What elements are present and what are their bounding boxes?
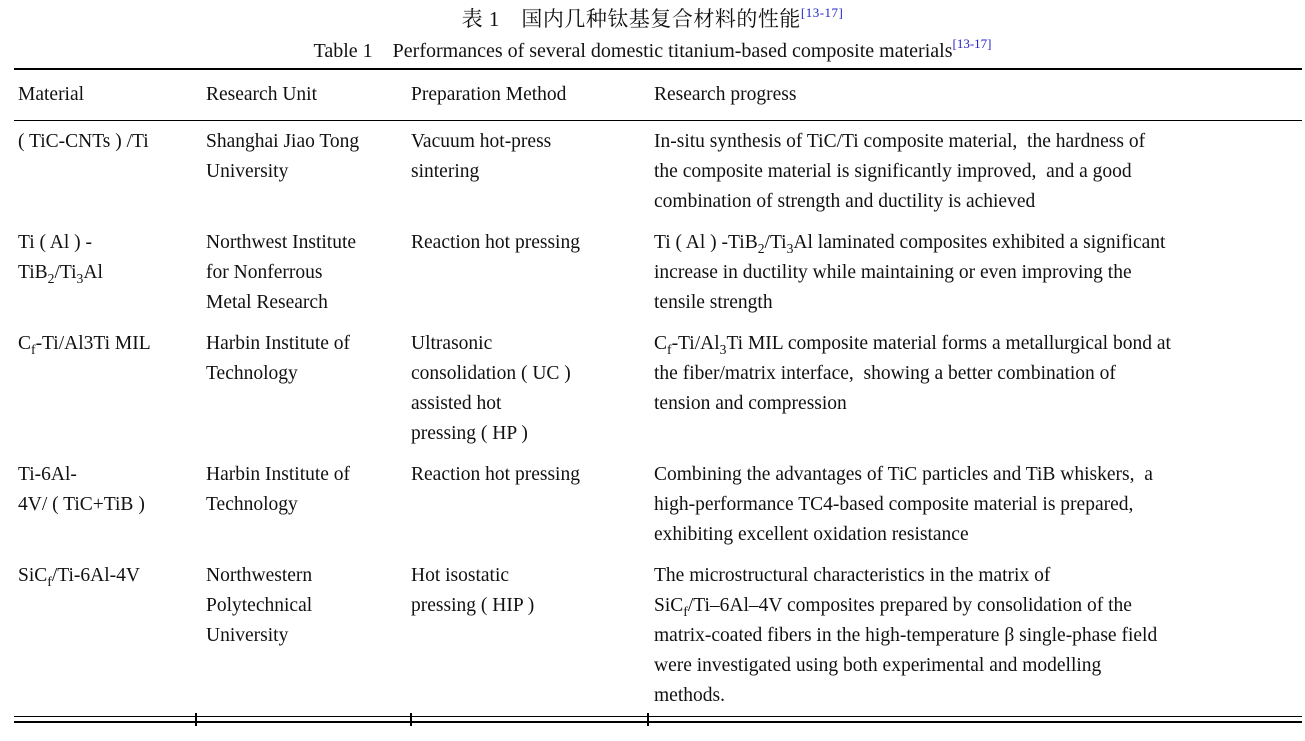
header-row <box>14 69 1302 121</box>
caption-english-label: Table 1 <box>313 40 373 62</box>
citation-superscript-zh: [13-17] <box>800 5 844 20</box>
caption-english <box>0 34 1305 68</box>
column-divider-tick <box>195 713 197 726</box>
caption-chinese <box>0 4 1305 34</box>
header-research-progress: Research progress <box>654 84 797 105</box>
caption-chinese-title: 国内几种钛基复合材料的性能 <box>521 7 801 31</box>
materials-table <box>14 68 1302 716</box>
cell-research-unit: Northwestern Polytechnical University <box>206 565 313 646</box>
cell-research-progress: Ti ( Al ) $-TiB_2/Ti_3Al$ laminated composites exhibited a significant increase in ductility while maintaining or even improving the tensile strength <box>654 232 1166 313</box>
header-preparation-method: Preparation Method <box>411 84 567 105</box>
table-row <box>14 454 1302 555</box>
cell-preparation-method: Reaction hot pressing <box>411 464 580 485</box>
cell-preparation-method: Ultrasonic consolidation ( UC ) assisted hot pressing ( HP ) <box>411 333 571 444</box>
caption-chinese-label: 表 1 <box>461 7 500 31</box>
cell-research-unit: Northwest Institute for Nonferrous Metal Research <box>206 232 357 313</box>
column-divider-tick <box>410 713 412 726</box>
cell-material: SiC$_f$/Ti-6Al-4V <box>18 565 140 589</box>
table-captions <box>0 0 1305 68</box>
cell-research-progress: The microstructural characteristics in the matrix of SiC$_f$/Ti–6Al–4V composites prepared by consolidation of the matrix-coated fibers in the high-temperature β single-phase field were investigated using both experimental and modelling methods. <box>654 565 1158 706</box>
cell-research-unit: Shanghai Jiao Tong University <box>206 131 360 182</box>
table-header <box>14 69 1302 121</box>
cell-material: ( TiC-CNTs ) /Ti <box>18 131 149 152</box>
table-row <box>14 555 1302 716</box>
table-bottom-rule <box>14 716 1302 723</box>
table-row <box>14 121 1302 223</box>
cell-research-progress: $C_f-Ti/Al_3Ti$ MIL composite material forms a metallurgical bond at the fiber/matrix interface, showing a better combination of tension and compression <box>654 333 1171 414</box>
cell-research-unit: Harbin Institute of Technology <box>206 333 351 384</box>
table-row <box>14 222 1302 323</box>
cell-preparation-method: Reaction hot pressing <box>411 232 580 253</box>
header-material: Material <box>18 84 85 105</box>
cell-preparation-method: Hot isostatic pressing ( HIP ) <box>411 565 535 616</box>
cell-material: Ti ( Al ) - $TiB_2/Ti_3Al$ <box>18 232 103 286</box>
cell-research-progress: In-situ synthesis of TiC/Ti composite material, the hardness of the composite material is significantly improved, and a good combination of strength and ductility is achieved <box>654 131 1146 212</box>
table-row <box>14 323 1302 454</box>
cell-material: $C_f-Ti/Al3Ti$ MIL <box>18 333 151 357</box>
cell-research-unit: Harbin Institute of Technology <box>206 464 351 515</box>
column-divider-tick <box>647 713 649 726</box>
cell-material: Ti-6Al- 4V/ ( TiC+TiB ) <box>18 464 145 515</box>
citation-superscript-en: [13-17] <box>952 36 992 52</box>
header-research-unit: Research Unit <box>206 84 318 105</box>
caption-english-title: Performances of several domestic titanium-based composite materials <box>392 40 953 62</box>
cell-research-progress: Combining the advantages of TiC particles and TiB whiskers, a high-performance TC4-based composite material is prepared, exhibiting excellent oxidation resistance <box>654 464 1153 545</box>
table-body <box>14 121 1302 717</box>
table-container <box>14 68 1302 723</box>
cell-preparation-method: Vacuum hot-press sintering <box>411 131 552 182</box>
